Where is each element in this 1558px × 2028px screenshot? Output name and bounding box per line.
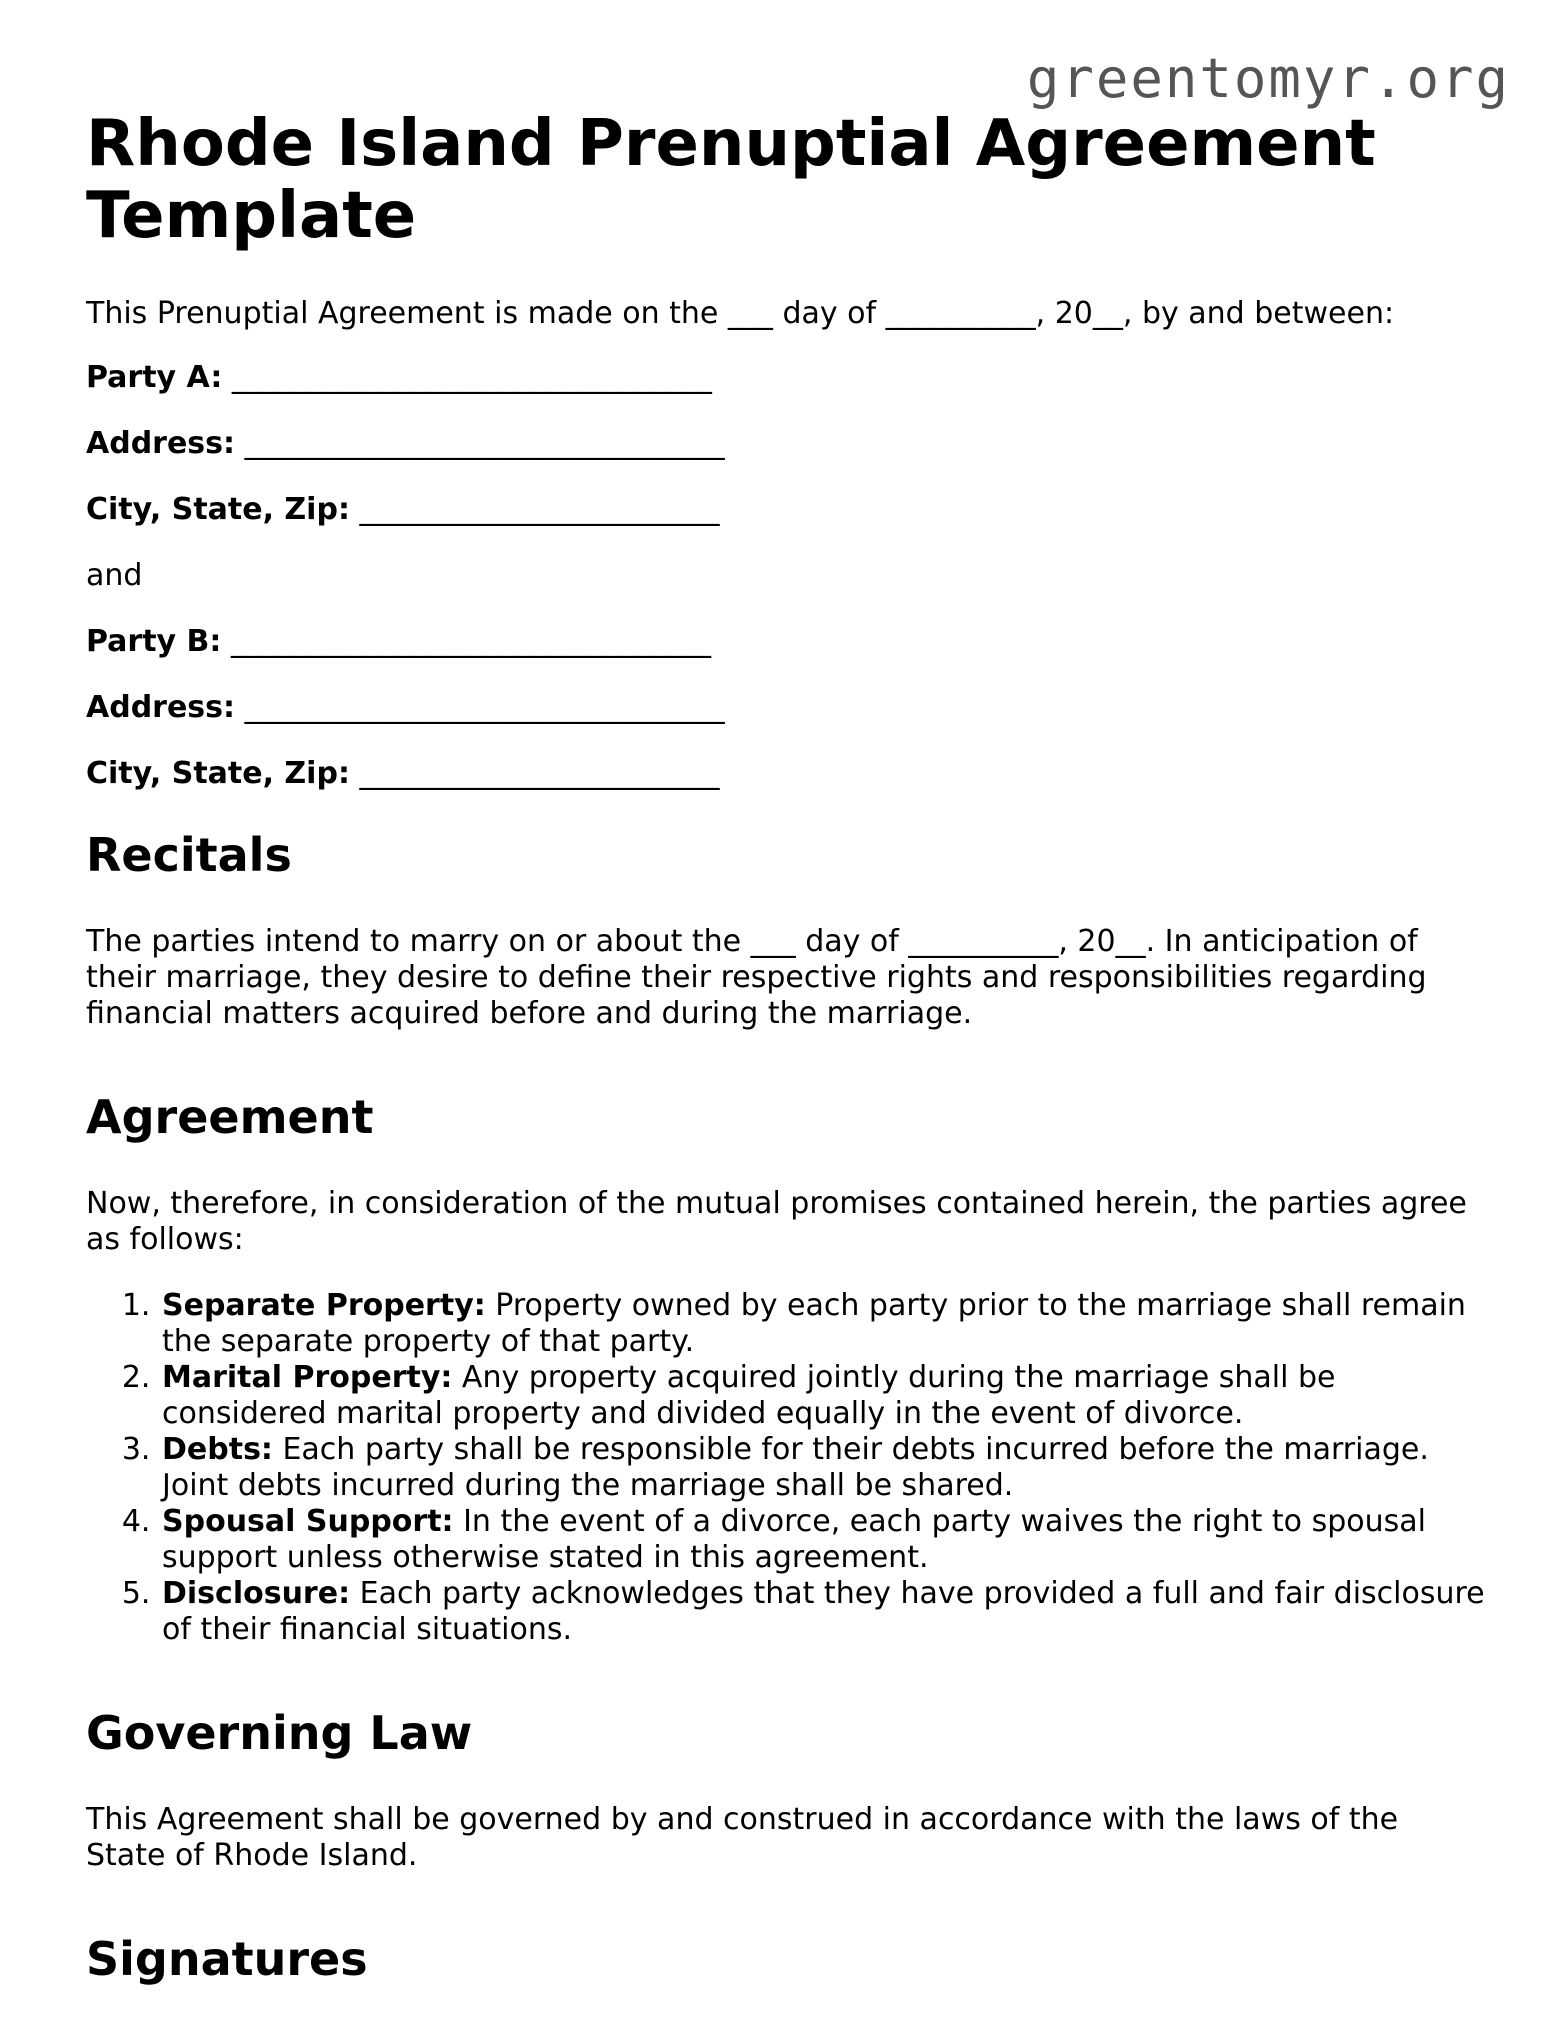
party-b-address-blank[interactable]: ________________________________ — [244, 690, 725, 725]
item-term: Debts: — [162, 1432, 273, 1467]
intro-text: This Prenuptial Agreement is made on the ___ day of __________, 20__, by and between: — [86, 296, 1395, 331]
item-text: Each party acknowledges that they have provided a full and fair disclosure of their financial situations. — [162, 1576, 1485, 1647]
party-a-address-label: Address: — [86, 426, 236, 461]
party-b-address-field[interactable] — [86, 690, 1486, 726]
party-a-name-blank[interactable]: ________________________________ — [231, 360, 712, 395]
recitals-text: The parties intend to marry on or about the ___ day of __________, 20__. In anticipation of their marriage, they desire to define their respective rights and responsibilities regarding financial matters acquired before and during the marriage. — [86, 924, 1427, 1031]
signatures-heading: Signatures — [86, 1932, 368, 1986]
party-b-address-label: Address: — [86, 690, 236, 725]
document-title: Rhode Island Prenuptial Agreement Template — [86, 107, 1376, 253]
item-text: Each party shall be responsible for their debts incurred before the marriage. Joint debts incurred during the marriage shall be shared. — [162, 1432, 1429, 1503]
list-item — [160, 1288, 1486, 1360]
party-b-name-blank[interactable]: ________________________________ — [230, 624, 711, 659]
list-item — [160, 1576, 1486, 1648]
document-page — [86, 108, 1486, 2028]
party-a-city-blank[interactable]: ________________________ — [359, 492, 720, 527]
list-item — [160, 1360, 1486, 1432]
party-b-city-blank[interactable]: ________________________ — [359, 756, 720, 791]
party-b-city-label: City, State, Zip: — [86, 756, 350, 791]
item-text: Any property acquired jointly during the marriage shall be considered marital property and divided equally in the event of divorce. — [162, 1360, 1336, 1431]
governing-law-text: This Agreement shall be governed by and construed in accordance with the laws of the State of Rhode Island. — [86, 1802, 1399, 1873]
party-a-address-field[interactable] — [86, 426, 1486, 462]
recitals-heading: Recitals — [86, 828, 292, 882]
party-a-city-label: City, State, Zip: — [86, 492, 350, 527]
agreement-intro: Now, therefore, in consideration of the mutual promises contained herein, the parties agree as follows: — [86, 1186, 1467, 1257]
item-term: Spousal Support: — [162, 1504, 454, 1539]
list-item — [160, 1504, 1486, 1576]
and-text: and — [86, 558, 143, 593]
item-text: In the event of a divorce, each party waives the right to spousal support unless otherwise stated in this agreement. — [162, 1504, 1426, 1575]
agreement-list — [86, 1288, 1486, 1648]
party-a-city-field[interactable] — [86, 492, 1486, 528]
party-b-name-label: Party B: — [86, 624, 222, 659]
party-a-name-field[interactable] — [86, 360, 1486, 396]
item-term: Disclosure: — [162, 1576, 351, 1611]
governing-law-heading: Governing Law — [86, 1706, 473, 1760]
party-b-name-field[interactable] — [86, 624, 1486, 660]
item-term: Marital Property: — [162, 1360, 453, 1395]
list-item — [160, 1432, 1486, 1504]
item-term: Separate Property: — [162, 1288, 486, 1323]
item-text: Property owned by each party prior to the marriage shall remain the separate property of that party. — [162, 1288, 1466, 1359]
party-a-name-label: Party A: — [86, 360, 223, 395]
party-b-city-field[interactable] — [86, 756, 1486, 792]
party-a-address-blank[interactable]: ________________________________ — [244, 426, 725, 461]
watermark: greentomyr.org — [1026, 47, 1510, 110]
agreement-heading: Agreement — [86, 1090, 374, 1144]
